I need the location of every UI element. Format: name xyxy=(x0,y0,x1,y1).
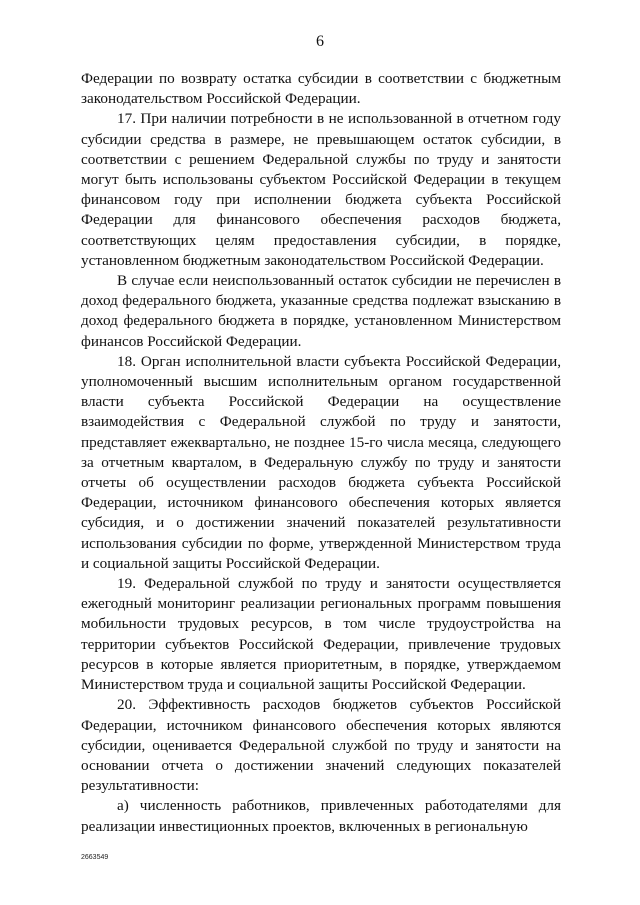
paragraph-subitem-a: а) численность работников, привлеченных работодателями для реализации инвестиционных проектов, включенных в региональную xyxy=(81,797,561,835)
document-body xyxy=(81,69,561,837)
document-code: 2663549 xyxy=(81,854,109,861)
paragraph-item-19: 19. Федеральной службой по труду и занятости осуществляется ежегодный мониторинг реализации региональных программ повышения мобильности трудовых ресурсов, в том числе трудоустройства на территории субъектов Российской Федерации, привлечение трудовых ресурсов в которые является приоритетным, в порядке, утверждаемом Министерством труда и социальной защиты Российской Федерации. xyxy=(81,575,561,694)
paragraph-unused-balance: В случае если неиспользованный остаток субсидии не перечислен в доход федерального бюджета, указанные средства подлежат взысканию в доход федерального бюджета в порядке, установленном Министерством финансов Российской Федерации. xyxy=(81,272,561,350)
paragraph-item-17: 17. При наличии потребности в не использованной в отчетном году субсидии средства в размере, не превышающем остаток субсидии, в соответствии с решением Федеральной службы по труду и занятости могут быть использованы субъектом Российской Федерации в текущем финансовом году при исполнении бюджета субъекта Российской Федерации для финансового обеспечения расходов бюджета, соответствующих целям предоставления субсидии, в порядке, установленном бюджетным законодательством Российской Федерации. xyxy=(81,110,561,269)
paragraph-item-18: 18. Орган исполнительной власти субъекта Российской Федерации, уполномоченный высшим исполнительным органом государственной власти субъекта Российской Федерации на осуществление взаимодействия с Федеральной службой по труду и занятости, представляет ежеквартально, не позднее 15-го числа месяца, следующего за отчетным кварталом, в Федеральную службу по труду и занятости отчеты об осуществлении расходов бюджета субъекта Российской Федерации, источником финансового обеспечения которых является субсидия, и о достижении значений показателей результативности использования субсидии по форме, утвержденной Министерством труда и социальной защиты Российской Федерации. xyxy=(81,352,561,572)
page-number: 6 xyxy=(316,33,324,50)
paragraph-item-20: 20. Эффективность расходов бюджетов субъектов Российской Федерации, источником финансового обеспечения которых являются субсидии, оценивается Федеральной службой по труду и занятости на основании отчета о достижении значений следующих показателей результативности: xyxy=(81,696,561,795)
paragraph-continuation: Федерации по возврату остатка субсидии в соответствии с бюджетным законодательством Российской Федерации. xyxy=(81,70,561,108)
